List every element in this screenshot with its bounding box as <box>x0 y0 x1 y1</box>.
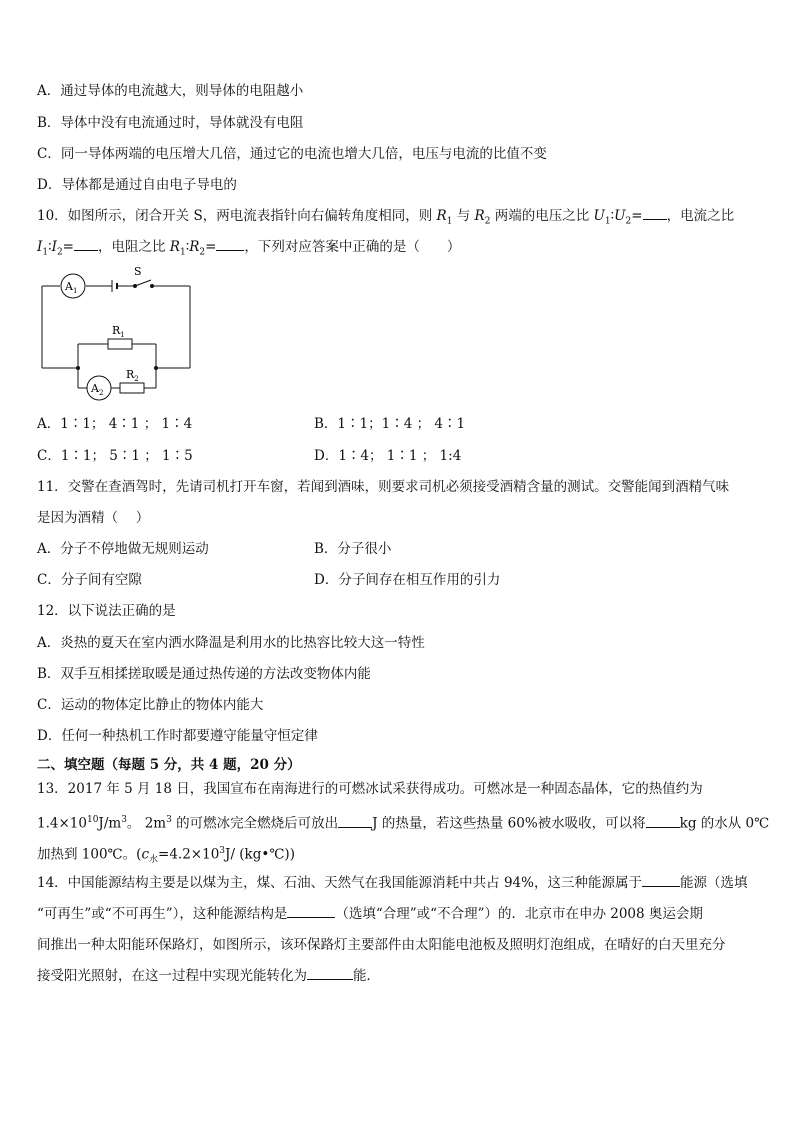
q10-text: 两端的电压之比 <box>490 208 594 224</box>
q13-stem-line3 <box>37 842 295 869</box>
switch-label: S <box>134 265 142 278</box>
blank-water-mass[interactable] <box>646 815 680 828</box>
q14-stem-line1 <box>37 874 747 892</box>
ammeter-a1-label: $A_1$ <box>65 280 78 295</box>
var-r2: R <box>474 208 485 224</box>
q11-option-c: C．分子间有空隙 <box>37 572 142 588</box>
q14-text: 能． <box>353 968 380 984</box>
q12-option-c: C．运动的物体定比静止的物体内能大 <box>37 697 264 713</box>
q9-option-c: C．同一导体两端的电压增大几倍，通过它的电流也增大几倍，电压与电流的比值不变 <box>37 146 547 162</box>
var-u1: U <box>593 208 605 224</box>
q12-stem: 12．以下说法正确的是 <box>37 603 176 619</box>
q14-text: “可再生”或“不可再生”），这种能源结构是 <box>37 906 288 922</box>
q12-option-d: D．任何一种热机工作时都要遵守能量守恒定律 <box>37 728 318 744</box>
resistor-r2 <box>120 383 144 393</box>
q10-stem-line2 <box>37 238 460 262</box>
q13-text: J 的热量，若这些热量 60%被水吸收，可以将 <box>372 815 646 832</box>
q11-option-d: D．分子间存在相互作用的引力 <box>314 572 501 588</box>
q10-text: ，下列对应答案中正确的是（ ） <box>244 239 461 255</box>
q12-option-a: A．炎热的夏天在室内洒水降温是利用水的比热容比较大这一特性 <box>37 635 425 651</box>
colon: ∶ <box>48 239 52 255</box>
var-i1: I <box>37 239 43 255</box>
q10-text: 与 <box>452 208 475 224</box>
q13-text: 的可燃冰完全燃烧后可放出 <box>171 815 339 832</box>
blank-structure-reasonable[interactable] <box>287 905 335 918</box>
ammeter-a2-label: $A_2$ <box>91 382 104 397</box>
q10-option-c: C．1∶1； 5∶1 ； 1∶5 <box>37 448 193 464</box>
q14-stem-line3: 间推出一种太阳能环保路灯，如图所示，该环保路灯主要部件由太阳能电池板及照明灯泡组成，在晴好的白天里充分 <box>37 937 726 953</box>
sup: 3 <box>121 815 127 825</box>
q10-text: ，电流之比 <box>666 208 735 224</box>
colon: ∶ <box>185 239 190 255</box>
resistor-r2-label: $R_2$ <box>126 368 139 383</box>
q13-text: kg 的水从 0℃ <box>679 815 770 832</box>
q11-stem-line1: 11．交警在查酒驾时，先请司机打开车窗，若闻到酒味，则要求司机必须接受酒精含量的测试。交警能闻到酒精气味 <box>37 479 730 495</box>
q11-stem-line2: 是因为酒精（ ） <box>37 510 150 526</box>
blank-resistance-ratio[interactable] <box>216 238 244 251</box>
sub: 1 <box>446 216 453 227</box>
blank-voltage-ratio[interactable] <box>643 207 667 220</box>
sub: 2 <box>56 247 63 258</box>
q14-text: （选填“合理”或“不合理”）的．北京市在申办 2008 奥运会期 <box>335 906 703 922</box>
q13-text: J/m <box>98 815 122 832</box>
q13-text: J/ (kg•℃)) <box>225 846 295 863</box>
sup: 3 <box>166 815 172 825</box>
q9-option-b: B．导体中没有电流通过时，导体就没有电阻 <box>37 115 304 131</box>
var-i2: I <box>51 239 57 255</box>
sub: 2 <box>199 247 206 258</box>
q10-stem-line1 <box>37 207 734 231</box>
q10-text: 10．如图所示，闭合开关 S，两电流表指针向右偏转角度相同，则 <box>37 208 437 224</box>
blank-heat-released[interactable] <box>338 815 372 828</box>
var-c: c <box>141 846 149 863</box>
sub: 2 <box>625 216 632 227</box>
var-r2: R <box>189 239 200 255</box>
blank-energy-type[interactable] <box>642 874 680 887</box>
q10-text: ，电阻之比 <box>97 239 170 255</box>
q14-text: 能源（选填 <box>679 875 748 891</box>
q9-option-d: D．导体都是通过自由电子导电的 <box>37 177 237 193</box>
q13-text: 加热到 100℃。( <box>37 846 142 863</box>
q13-text: 。 2m <box>126 815 167 832</box>
colon: ∶ <box>610 208 615 224</box>
q14-text: 接受阳光照射，在这一过程中实现光能转化为 <box>37 968 307 984</box>
junction-dot <box>154 366 158 370</box>
q13-stem-line1: 13．2017 年 5 月 18 日，我国宣布在南海进行的可燃冰试采获得成功。可燃冰是一种固态晶体，它的热值约为 <box>37 781 703 797</box>
resistor-r1-label: $R_1$ <box>112 324 125 339</box>
sup: 3 <box>219 846 226 856</box>
q9-option-a: A．通过导体的电流越大，则导体的电阻越小 <box>37 83 304 99</box>
q13-text: =4.2×10 <box>158 846 220 863</box>
sup: 10 <box>86 815 99 825</box>
var-r1: R <box>436 208 447 224</box>
resistor-r1 <box>108 339 132 349</box>
sub: 1 <box>604 216 611 227</box>
equals: = <box>631 208 643 224</box>
q13-text: 1.4×10 <box>37 815 87 832</box>
equals: = <box>62 239 74 255</box>
q14-text: 14．中国能源结构主要是以煤为主，煤、石油、天然气在我国能源消耗中共占 94%，这三种能源属于 <box>37 875 642 891</box>
q13-stem-line2 <box>37 811 769 833</box>
sub: 水 <box>149 855 159 866</box>
sub: 2 <box>484 216 491 227</box>
section-fill-in-header: 二、填空题（每题 5 分，共 4 题，20 分） <box>37 757 301 773</box>
q14-stem-line4 <box>37 967 380 985</box>
equals: = <box>205 239 217 255</box>
blank-energy-conversion[interactable] <box>307 967 353 980</box>
q14-stem-line2 <box>37 905 703 923</box>
sub: 1 <box>42 247 49 258</box>
q10-option-a: A．1∶1； 4∶1 ； 1∶4 <box>37 416 193 432</box>
junction-dot <box>76 366 80 370</box>
q11-option-b: B．分子很小 <box>314 541 392 557</box>
circuit-diagram <box>38 262 198 402</box>
q12-option-b: B．双手互相揉搓取暖是通过热传递的方法改变物体内能 <box>37 666 371 682</box>
sub: 1 <box>179 247 186 258</box>
switch-blade <box>135 280 151 286</box>
var-r1: R <box>169 239 180 255</box>
blank-current-ratio[interactable] <box>74 238 98 251</box>
q10-option-b: B．1∶1；1∶4 ； 4∶1 <box>314 416 466 432</box>
q10-option-d: D．1∶4； 1∶1 ； 1:4 <box>314 448 462 464</box>
var-u2: U <box>614 208 626 224</box>
q11-option-a: A．分子不停地做无规则运动 <box>37 541 209 557</box>
